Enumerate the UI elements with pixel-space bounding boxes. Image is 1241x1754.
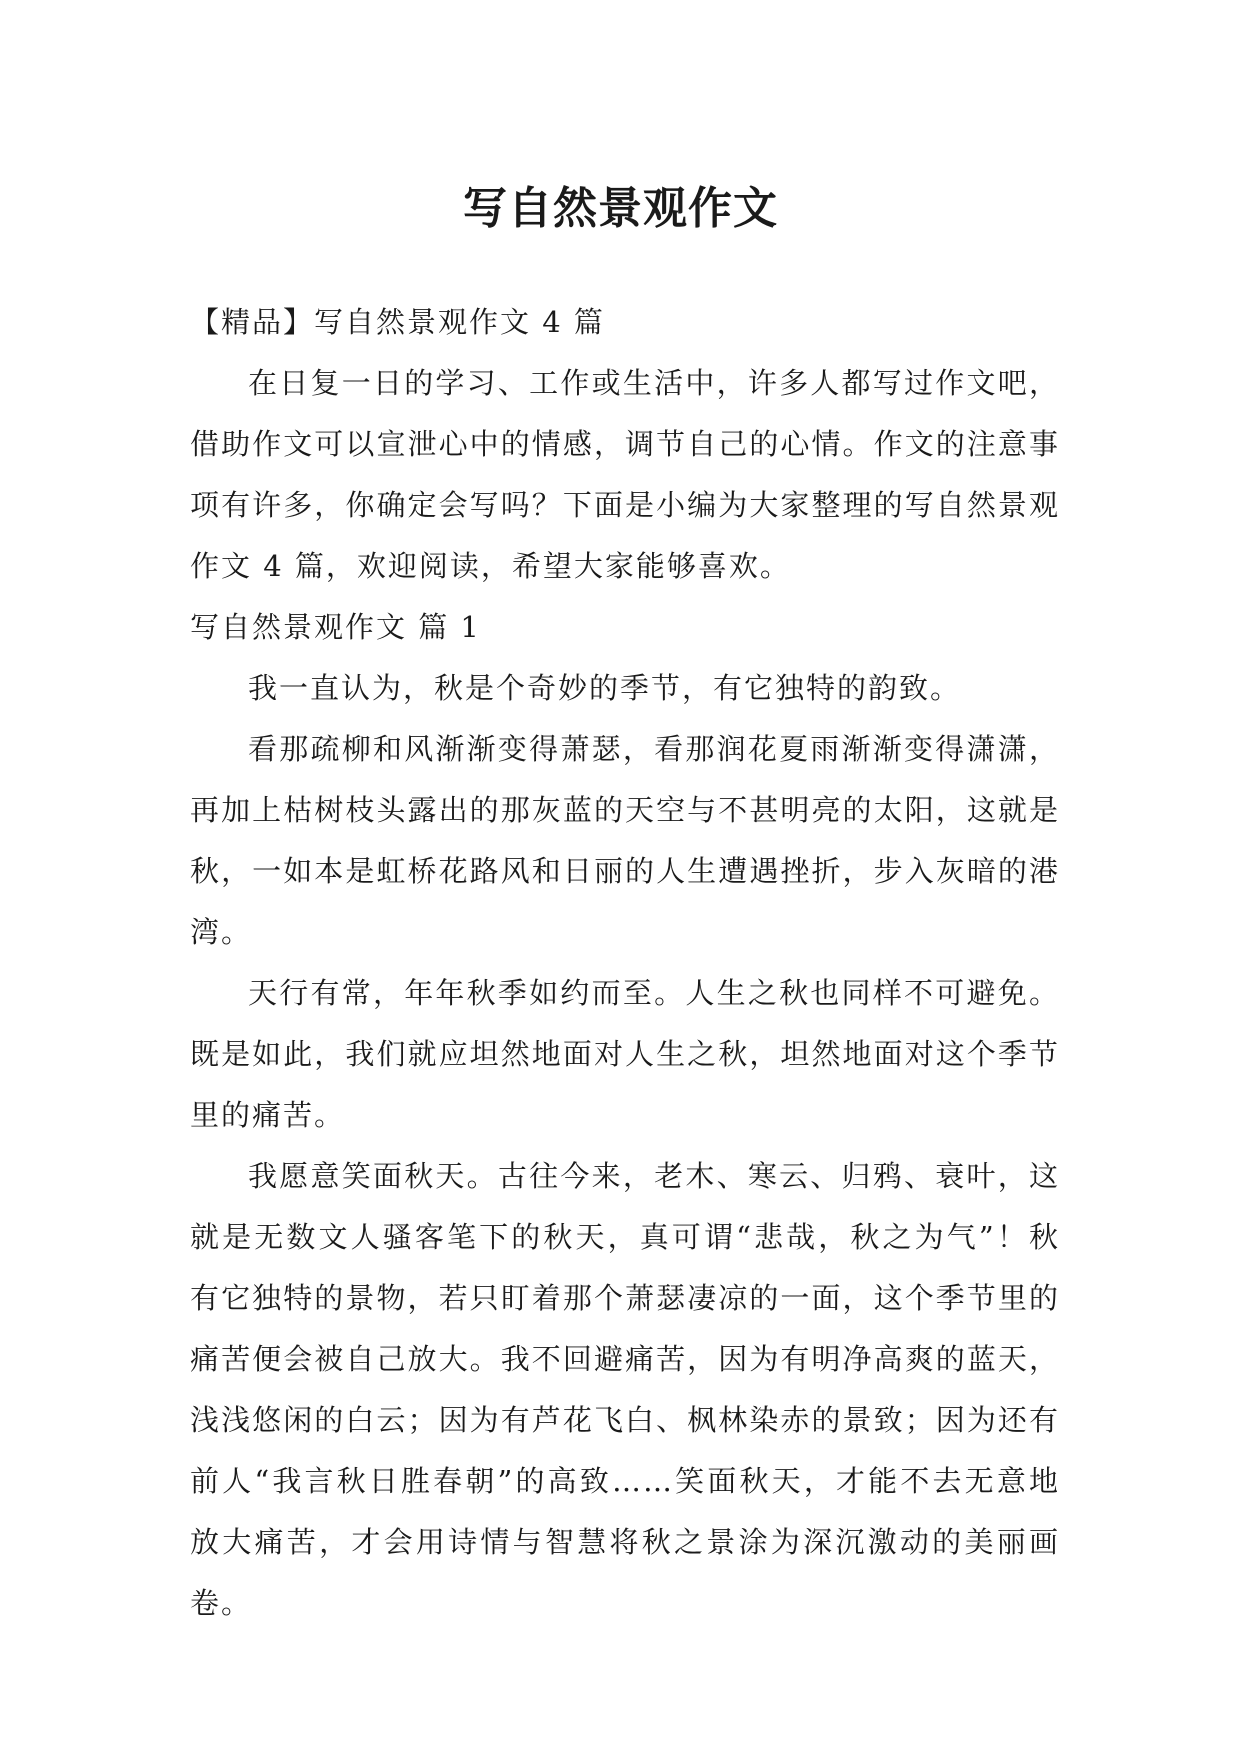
- intro-paragraph: 在日复一日的学习、工作或生活中，许多人都写过作文吧，借助作文可以宣泄心中的情感，调节自己的心情。作文的注意事项有许多，你确定会写吗？下面是小编为大家整理的写自然景观作文 4 篇，欢迎阅读，希望大家能够喜欢。: [190, 366, 1060, 583]
- paragraph: 天行有常，年年秋季如约而至。人生之秋也同样不可避免。既是如此，我们就应坦然地面对人生之秋，坦然地面对这个季节里的痛苦。: [190, 976, 1060, 1132]
- document-title: 写自然景观作文: [463, 183, 778, 235]
- document-subtitle: 【精品】写自然景观作文 4 篇: [190, 305, 605, 339]
- paragraph: 我愿意笑面秋天。古往今来，老木、寒云、归鸦、衰叶，这就是无数文人骚客笔下的秋天，真可谓“悲哉，秋之为气”！秋有它独特的景物，若只盯着那个萧瑟凄凉的一面，这个季节里的痛苦便会被自己放大。我不回避痛苦，因为有明净高爽的蓝天，浅浅悠闲的白云；因为有芦花飞白、枫林染赤的景致；因为还有前人“我言秋日胜春朝”的高致……笑面秋天，才能不去无意地放大痛苦，才会用诗情与智慧将秋之景涂为深沉激动的美丽画卷。: [190, 1159, 1060, 1620]
- paragraph: 看那疏柳和风渐渐变得萧瑟，看那润花夏雨渐渐变得潇潇，再加上枯树枝头露出的那灰蓝的天空与不甚明亮的太阳，这就是秋，一如本是虹桥花路风和日丽的人生遭遇挫折，步入灰暗的港湾。: [190, 732, 1060, 949]
- document-body: [190, 292, 1060, 1634]
- section-heading-1: 写自然景观作文 篇 1: [190, 610, 481, 644]
- paragraph: 我一直认为，秋是个奇妙的季节，有它独特的韵致。: [248, 671, 962, 705]
